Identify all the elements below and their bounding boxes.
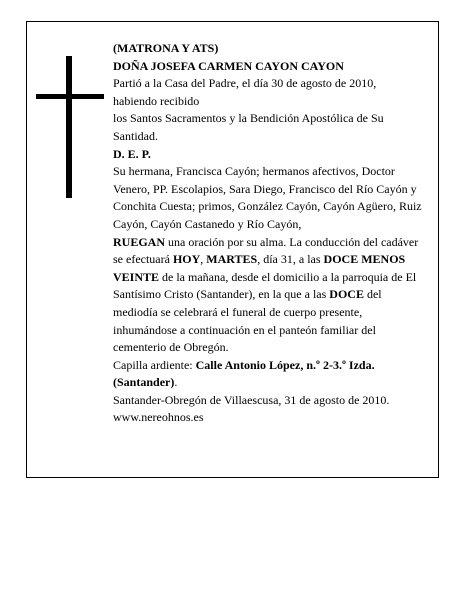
request-text-1: una oración por su alma. La conducción del cadáver se efectuará xyxy=(113,234,419,267)
notice-heading: (MATRONA Y ATS) xyxy=(113,41,219,55)
family-paragraph: Su hermana, Francisca Cayón; hermanos afectivos, Doctor Venero, PP. Escolapios, Sara Diego, Francisco del Río Cayón y Conchita Cuesta; primos, González Cayón, Cayón Agüero, Ruiz Cayón, Cayón Castanedo y Río Cayón, xyxy=(113,164,422,231)
death-line-2: habiendo recibido xyxy=(113,93,200,108)
request-text-4: de la mañana, desde el domicilio a la parroquia de El Santísimo Cristo (Santander), en la que a las xyxy=(113,269,417,302)
deceased-name: DOÑA JOSEFA CARMEN CAYON CAYON xyxy=(113,58,344,73)
request-text-5: del mediodía se celebrará el funeral de cuerpo presente, inhumándose a continuación en el panteón familiar del cementerio de Obregón. xyxy=(113,287,382,355)
chapel-label: Capilla ardiente: xyxy=(113,357,196,372)
obituary-text xyxy=(113,40,427,427)
sacraments-line: los Santos Sacramentos y la Bendición Apostólica de Su Santidad. xyxy=(113,111,384,143)
request-text-3: , día 31, a las xyxy=(257,252,324,267)
death-line-1: Partió a la Casa del Padre, el día 30 de agosto de 2010, xyxy=(113,76,377,91)
cross-vertical-bar xyxy=(66,56,72,198)
cross-horizontal-bar xyxy=(36,94,104,99)
martes-text: MARTES xyxy=(206,252,258,267)
place-date-line: Santander-Obregón de Villaescusa, 31 de agosto de 2010. xyxy=(113,392,390,407)
request-text-2: , xyxy=(200,252,207,267)
chapel-line xyxy=(113,357,427,392)
doce-text: DOCE xyxy=(329,287,364,302)
website-line: www.nereohnos.es xyxy=(113,410,204,425)
chapel-end: . xyxy=(174,375,178,390)
hoy-text: HOY xyxy=(172,252,201,267)
dep-line: D. E. P. xyxy=(113,146,151,161)
chapel-address: Calle Antonio López, n.º 2-3.º Izda. (Santander) xyxy=(113,357,375,390)
ruegan-text: RUEGAN xyxy=(113,234,166,249)
request-paragraph xyxy=(113,234,427,357)
doce-menos-veinte-text: DOCE MENOS VEINTE xyxy=(113,252,406,284)
cross-icon xyxy=(36,56,104,198)
